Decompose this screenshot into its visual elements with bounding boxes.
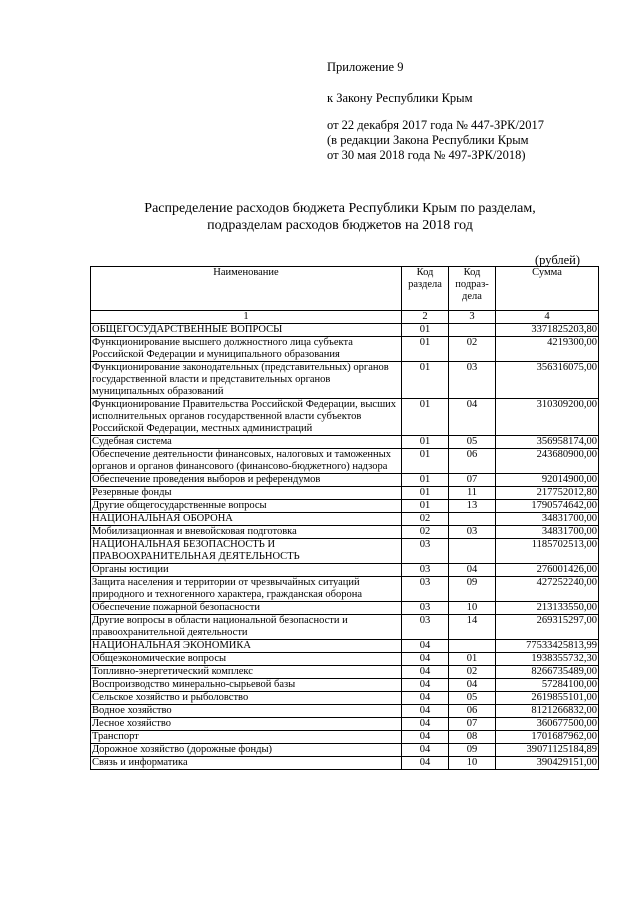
- row-section-code: 03: [402, 615, 449, 640]
- row-section-code: 01: [402, 362, 449, 399]
- row-name: Функционирование высшего должностного лица субъекта Российской Федерации и муниципального образования: [91, 337, 402, 362]
- table-row: [91, 564, 599, 577]
- row-sum: 390429151,00: [496, 757, 599, 770]
- row-sum: 34831700,00: [496, 526, 599, 539]
- row-sum: 34831700,00: [496, 513, 599, 526]
- row-section-code: 04: [402, 731, 449, 744]
- row-name: Резервные фонды: [91, 487, 402, 500]
- row-sum: 310309200,00: [496, 399, 599, 436]
- table-row: [91, 500, 599, 513]
- row-subsection-code: 06: [449, 449, 496, 474]
- row-name: Дорожное хозяйство (дорожные фонды): [91, 744, 402, 757]
- row-section-code: 04: [402, 692, 449, 705]
- row-sum: 1938355732,30: [496, 653, 599, 666]
- row-subsection-code: 07: [449, 474, 496, 487]
- row-section-code: 01: [402, 337, 449, 362]
- row-subsection-code: 02: [449, 337, 496, 362]
- row-section-code: 03: [402, 602, 449, 615]
- table-header-row: [91, 267, 599, 311]
- table-row: [91, 487, 599, 500]
- row-name: Топливно-энергетический комплекс: [91, 666, 402, 679]
- row-subsection-code: 03: [449, 362, 496, 399]
- row-section-code: 03: [402, 564, 449, 577]
- row-section-code: 01: [402, 324, 449, 337]
- row-subsection-code: 06: [449, 705, 496, 718]
- row-sum: 8266735489,00: [496, 666, 599, 679]
- row-sum: 217752012,80: [496, 487, 599, 500]
- row-name: Сельское хозяйство и рыболовство: [91, 692, 402, 705]
- row-name: Общеэкономические вопросы: [91, 653, 402, 666]
- row-section-code: 04: [402, 757, 449, 770]
- row-section-code: 03: [402, 577, 449, 602]
- row-section-code: 01: [402, 487, 449, 500]
- row-subsection-code: 04: [449, 564, 496, 577]
- table-row: [91, 474, 599, 487]
- row-subsection-code: 14: [449, 615, 496, 640]
- header-section: Код раздела: [402, 267, 449, 311]
- row-section-code: 01: [402, 474, 449, 487]
- appendix-law-date: от 22 декабря 2017 года № 447-ЗРК/2017: [327, 118, 544, 132]
- row-name: Обеспечение пожарной безопасности: [91, 602, 402, 615]
- row-name: Органы юстиции: [91, 564, 402, 577]
- row-name: Воспроизводство минерально-сырьевой базы: [91, 679, 402, 692]
- row-section-code: 04: [402, 679, 449, 692]
- appendix-revision-line1: (в редакции Закона Республики Крым: [327, 133, 529, 147]
- row-sum: 427252240,00: [496, 577, 599, 602]
- document-title: [90, 200, 590, 234]
- row-name: Обеспечение деятельности финансовых, налоговых и таможенных органов и органов финансового (финансово-бюджетного) надзора: [91, 449, 402, 474]
- row-name: Водное хозяйство: [91, 705, 402, 718]
- row-subsection-code: 05: [449, 436, 496, 449]
- row-sum: 1701687962,00: [496, 731, 599, 744]
- appendix-law-ref: к Закону Республики Крым: [327, 91, 473, 105]
- row-subsection-code: 09: [449, 744, 496, 757]
- row-sum: 1185702513,00: [496, 539, 599, 564]
- row-sum: 213133550,00: [496, 602, 599, 615]
- row-name: НАЦИОНАЛЬНАЯ ЭКОНОМИКА: [91, 640, 402, 653]
- table-row: [91, 399, 599, 436]
- row-name: НАЦИОНАЛЬНАЯ БЕЗОПАСНОСТЬ И ПРАВООХРАНИТЕЛЬНАЯ ДЕЯТЕЛЬНОСТЬ: [91, 539, 402, 564]
- document-title-line1: Распределение расходов бюджета Республики Крым по разделам,: [144, 201, 536, 216]
- table-row: [91, 679, 599, 692]
- row-subsection-code: [449, 539, 496, 564]
- row-sum: 243680900,00: [496, 449, 599, 474]
- row-name: Защита населения и территории от чрезвычайных ситуаций природного и техногенного характера, гражданская оборона: [91, 577, 402, 602]
- column-number: 4: [496, 311, 599, 324]
- row-section-code: 02: [402, 513, 449, 526]
- table-row: [91, 744, 599, 757]
- row-name: Функционирование Правительства Российской Федерации, высших исполнительных органов государственной власти субъектов Российской Федерации, местных администраций: [91, 399, 402, 436]
- row-section-code: 03: [402, 539, 449, 564]
- column-number: 1: [91, 311, 402, 324]
- table-row: [91, 757, 599, 770]
- row-name: Другие общегосударственные вопросы: [91, 500, 402, 513]
- row-subsection-code: 04: [449, 679, 496, 692]
- row-sum: 57284100,00: [496, 679, 599, 692]
- row-sum: 269315297,00: [496, 615, 599, 640]
- header-sum: Сумма: [496, 267, 599, 311]
- row-sum: 356958174,00: [496, 436, 599, 449]
- row-subsection-code: [449, 513, 496, 526]
- table-row: [91, 577, 599, 602]
- row-sum: 360677500,00: [496, 718, 599, 731]
- row-subsection-code: 01: [449, 653, 496, 666]
- currency-unit: (рублей): [535, 253, 581, 267]
- row-sum: 39071125184,89: [496, 744, 599, 757]
- table-row: [91, 640, 599, 653]
- row-name: Лесное хозяйство: [91, 718, 402, 731]
- row-name: Обеспечение проведения выборов и референдумов: [91, 474, 402, 487]
- table-row: [91, 731, 599, 744]
- row-name: Транспорт: [91, 731, 402, 744]
- row-sum: 4219300,00: [496, 337, 599, 362]
- row-subsection-code: [449, 324, 496, 337]
- row-name: ОБЩЕГОСУДАРСТВЕННЫЕ ВОПРОСЫ: [91, 324, 402, 337]
- table-row: [91, 602, 599, 615]
- table-body: [91, 324, 599, 770]
- row-section-code: 01: [402, 399, 449, 436]
- row-subsection-code: 10: [449, 757, 496, 770]
- appendix-header: [327, 60, 627, 163]
- row-section-code: 01: [402, 500, 449, 513]
- row-sum: 3371825203,80: [496, 324, 599, 337]
- row-subsection-code: [449, 640, 496, 653]
- appendix-number: Приложение 9: [327, 60, 404, 74]
- row-name: Мобилизационная и вневойсковая подготовка: [91, 526, 402, 539]
- row-section-code: 01: [402, 436, 449, 449]
- row-section-code: 04: [402, 744, 449, 757]
- table-row: [91, 615, 599, 640]
- table-row: [91, 666, 599, 679]
- row-name: Судебная система: [91, 436, 402, 449]
- row-name: Функционирование законодательных (представительных) органов государственной власти и представительных органов муниципальных образований: [91, 362, 402, 399]
- table-row: [91, 653, 599, 666]
- row-subsection-code: 03: [449, 526, 496, 539]
- row-subsection-code: 02: [449, 666, 496, 679]
- row-subsection-code: 07: [449, 718, 496, 731]
- row-name: НАЦИОНАЛЬНАЯ ОБОРОНА: [91, 513, 402, 526]
- table-row: [91, 718, 599, 731]
- row-sum: 276001426,00: [496, 564, 599, 577]
- table-row: [91, 526, 599, 539]
- budget-table: [90, 266, 599, 770]
- row-subsection-code: 11: [449, 487, 496, 500]
- row-name: Связь и информатика: [91, 757, 402, 770]
- row-section-code: 04: [402, 640, 449, 653]
- row-sum: 1790574642,00: [496, 500, 599, 513]
- row-section-code: 02: [402, 526, 449, 539]
- document-title-line2: подразделам расходов бюджетов на 2018 год: [207, 218, 473, 233]
- table-row: [91, 539, 599, 564]
- table-row: [91, 362, 599, 399]
- header-subsection: Код подраз-дела: [449, 267, 496, 311]
- table-row: [91, 513, 599, 526]
- table-row: [91, 436, 599, 449]
- row-section-code: 04: [402, 653, 449, 666]
- appendix-revision-line2: от 30 мая 2018 года № 497-ЗРК/2018): [327, 148, 526, 162]
- table-row: [91, 705, 599, 718]
- table-row: [91, 692, 599, 705]
- row-subsection-code: 04: [449, 399, 496, 436]
- table-row: [91, 449, 599, 474]
- row-subsection-code: 13: [449, 500, 496, 513]
- header-name: Наименование: [91, 267, 402, 311]
- row-sum: 77533425813,99: [496, 640, 599, 653]
- row-sum: 92014900,00: [496, 474, 599, 487]
- row-subsection-code: 09: [449, 577, 496, 602]
- row-sum: 356316075,00: [496, 362, 599, 399]
- row-section-code: 01: [402, 449, 449, 474]
- row-sum: 2619855101,00: [496, 692, 599, 705]
- row-name: Другие вопросы в области национальной безопасности и правоохранительной деятельности: [91, 615, 402, 640]
- row-section-code: 04: [402, 705, 449, 718]
- row-subsection-code: 05: [449, 692, 496, 705]
- table-row: [91, 337, 599, 362]
- table-row: [91, 324, 599, 337]
- column-number: 2: [402, 311, 449, 324]
- row-section-code: 04: [402, 666, 449, 679]
- row-subsection-code: 08: [449, 731, 496, 744]
- row-sum: 8121266832,00: [496, 705, 599, 718]
- row-subsection-code: 10: [449, 602, 496, 615]
- row-section-code: 04: [402, 718, 449, 731]
- column-number-row: [91, 311, 599, 324]
- column-number: 3: [449, 311, 496, 324]
